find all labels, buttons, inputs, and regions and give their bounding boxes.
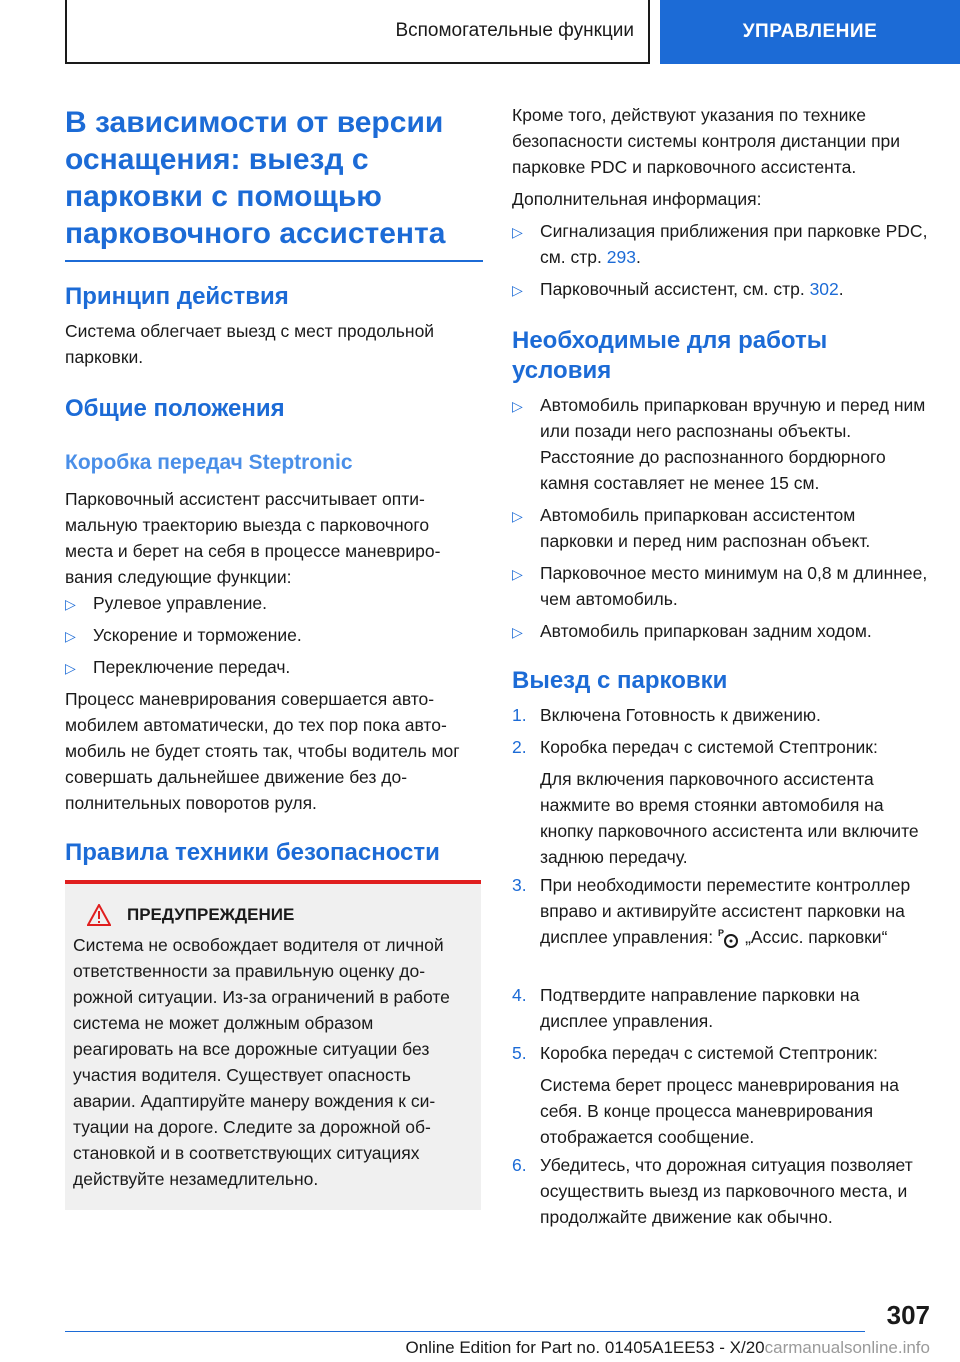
list-item: ▷ Автомобиль припаркован задним ходом. — [512, 618, 932, 645]
more-info-label: Дополнительная информация: — [512, 189, 762, 209]
list-item: ▷ Рулевое управление. — [65, 590, 479, 617]
chapter-header: УПРАВЛЕНИЕ — [660, 0, 960, 64]
svg-text:P: P — [718, 928, 725, 939]
steptronic-subheading: Коробка передач Steptronic — [65, 451, 353, 474]
list-item: ▷ Парковочный ассистент, см. стр. 302. — [512, 276, 932, 303]
principle-text: Система облегчает выезд с мест продольной парковки. — [65, 321, 435, 367]
parking-assistant-icon — [717, 927, 741, 949]
general-intro: Парковочный ассистент рассчитывает оптимальную траекторию выезда с парковочного места и берет на себя в процессе маневрирования следующие функции: — [65, 489, 441, 587]
warning-label: ПРЕДУПРЕЖДЕНИЕ — [127, 905, 295, 924]
list-item: ▷ Парковочное место минимум на 0,8 м длиннее, чем автомобиль. — [512, 560, 932, 612]
section-header: Вспомогательные функции — [65, 0, 650, 64]
step-item: 4. Подтвердите направление парковки на дисплее управления. — [512, 985, 860, 1031]
warning-triangle-icon — [87, 904, 111, 926]
list-item: ▷ Автомобиль припаркован вручную и перед ним или позади него распознаны объекты. Расстояние до распознанного бордюрного камня составляет не менее 15 см. — [512, 392, 932, 496]
bullet-triangle-icon: ▷ — [65, 628, 76, 644]
bullet-triangle-icon: ▷ — [512, 566, 523, 582]
list-item: ▷ Сигнализация приближения при парковке PDC, см. стр. 293. — [512, 218, 932, 270]
step-item: 5. Коробка передач с системой Стептроник: — [512, 1043, 878, 1063]
warning-text: Система не освобождает водителя от личной ответственности за правильную оценку дорожной ситуации. Из-за ограничений в работе система не может должным образом реагировать на все дорожные ситуации без участия водителя. Существует опасность аварии. Адаптируйте манеру вождения к ситуации на дороге. Следите за дорожной обстановкой и в соответствующих ситуациях действуйте незамедлительно. — [73, 935, 450, 1189]
title-divider — [65, 260, 483, 262]
exit-heading: Выезд с парковки — [512, 667, 728, 694]
bullet-triangle-icon: ▷ — [512, 624, 523, 640]
step-item: 3. При необходимости переместите контроллер вправо и активируйте ассистент парковки на дисплее управления: P „Ассис. парковки“ — [512, 872, 932, 950]
principle-heading: Принцип действия — [65, 283, 289, 310]
list-item: ▷ Ускорение и торможение. — [65, 622, 479, 649]
bullet-triangle-icon: ▷ — [512, 508, 523, 524]
footer-divider — [65, 1331, 865, 1332]
list-item: ▷ Переключение передач. — [65, 654, 479, 681]
warning-box — [65, 880, 481, 1210]
bullet-triangle-icon: ▷ — [65, 596, 76, 612]
step-item: 1. Включена Готовность к движению. — [512, 705, 821, 725]
bullet-triangle-icon: ▷ — [512, 282, 523, 298]
warning-header — [87, 904, 471, 926]
bullet-triangle-icon: ▷ — [512, 224, 523, 240]
step-sub-text: Для включения парковочного ассистента нажмите во время стоянки автомобиля на кнопку парковочного ассистента или включите заднюю передачу. — [540, 769, 919, 867]
page-number: 307 — [886, 1300, 930, 1330]
footer-edition: Online Edition for Part no. 01405A1EE53 - X/20carmanualsonline.info — [405, 1338, 930, 1357]
list-item: ▷ Автомобиль припаркован ассистентом парковки и перед ним распознан объект. — [512, 502, 932, 554]
bullet-triangle-icon: ▷ — [65, 660, 76, 676]
general-heading: Общие положения — [65, 395, 285, 422]
right-intro: Кроме того, действуют указания по технике безопасности системы контроля дистанции при парковке PDC и парковочного ассистента. — [512, 105, 901, 177]
step-sub-text: Система берет процесс маневрирования на себя. В конце процесса маневрирования отображается сообщение. — [540, 1075, 899, 1147]
bullet-triangle-icon: ▷ — [512, 398, 523, 414]
general-outro: Процесс маневрирования совершается автомобилем автоматически, до тех пор пока автомобиль не будет стоять так, чтобы водитель мог совершать дальнейшее движение без дополнительных поворотов руля. — [65, 689, 460, 813]
step-item: 6. Убедитесь, что дорожная ситуация позволяет осуществить выезд из парковочного места, и продолжайте движение как обычно. — [512, 1155, 913, 1227]
conditions-heading: Необходимые для работы условия — [512, 327, 828, 384]
page-title: В зависимости от версии оснащения: выезд с парковки с помощью парковочного ассистента — [65, 106, 446, 250]
page-link-302[interactable]: 302 — [809, 279, 839, 299]
step-item: 2. Коробка передач с системой Стептроник: — [512, 737, 878, 757]
page-link-293[interactable]: 293 — [606, 247, 636, 267]
safety-heading: Правила техники безопасности — [65, 839, 440, 866]
watermark: carmanualsonline.info — [764, 1338, 930, 1357]
